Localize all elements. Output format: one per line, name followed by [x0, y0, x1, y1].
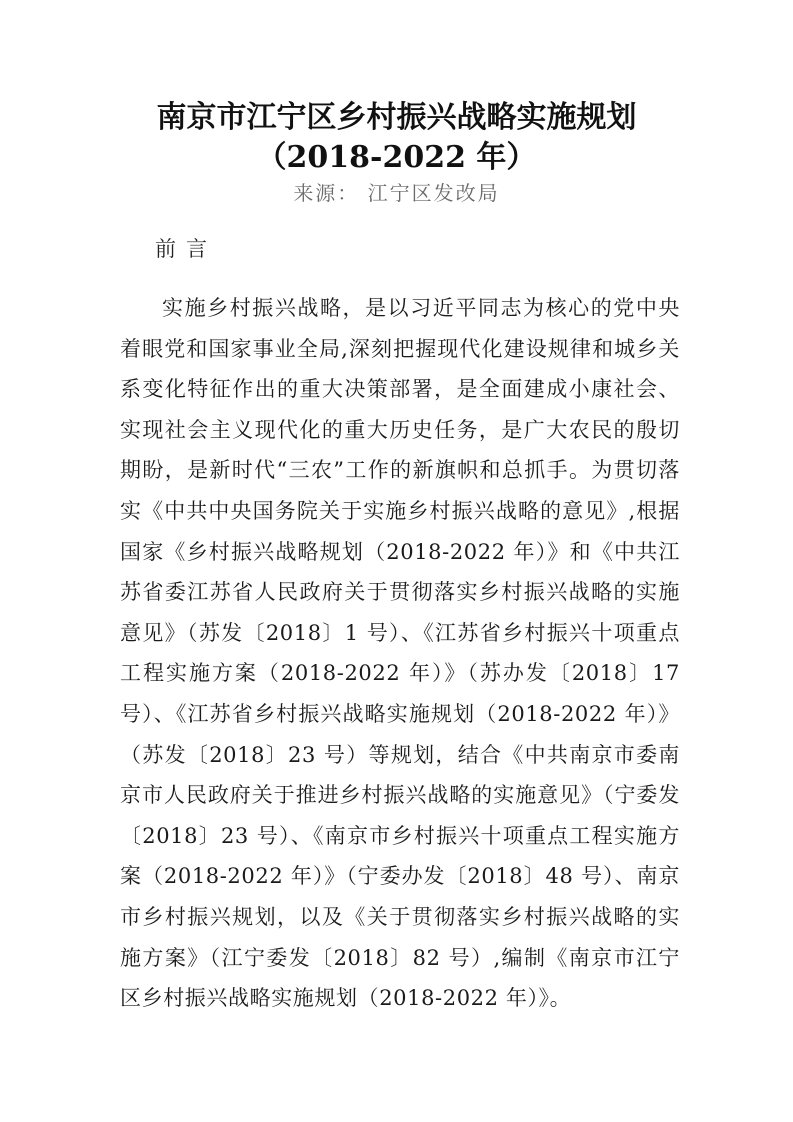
document-title-line1: 南京市江宁区乡村振兴战略实施规划: [156, 100, 637, 135]
document-source: 来源： 江宁区发改局: [293, 181, 500, 205]
document-title-line2: （2018-2022 年）: [256, 140, 537, 175]
body-paragraph: 实施乡村振兴战略，是以习近平同志为核心的党中央着眼党和国家事业全局,深刻把握现代化建设规律和城乡关系变化特征作出的重大决策部署，是全面建成小康社会、实现社会主义现代化的重大历史任务，是广大农民的殷切期盼，是新时代“三农”工作的新旗帜和总抓手。为贯切落实《中共中央国务院关于实施乡村振兴战略的意见》,根据国家《乡村振兴战略规划（2018-2022 年）》和《中共江苏省委江苏省人民政府关于贯彻落实乡村振兴战略的实施意见》（苏发〔2018〕1 号）、《江苏省乡村振兴十项重点工程实施方案（2018-2022 年）》（苏办发〔2018〕17 号）、《江苏省乡村振兴战略实施规划（2018-2022 年）》（苏发〔2018〕23 号）等规划，结合《中共南京市委南京市人民政府关于推进乡村振兴战略的实施意见》（宁委发〔2018〕23 号）、《南京市乡村振兴十项重点工程实施方案（2018-2022 年）》（宁委办发〔2018〕48 号）、南京市乡村振兴规划，以及《关于贯彻落实乡村振兴战略的实施方案》（江宁委发〔2018〕82 号）,编制《南京市江宁区乡村振兴战略实施规划（2018-2022 年）》。: [120, 296, 680, 1011]
section-heading-preface: 前言: [155, 237, 217, 261]
